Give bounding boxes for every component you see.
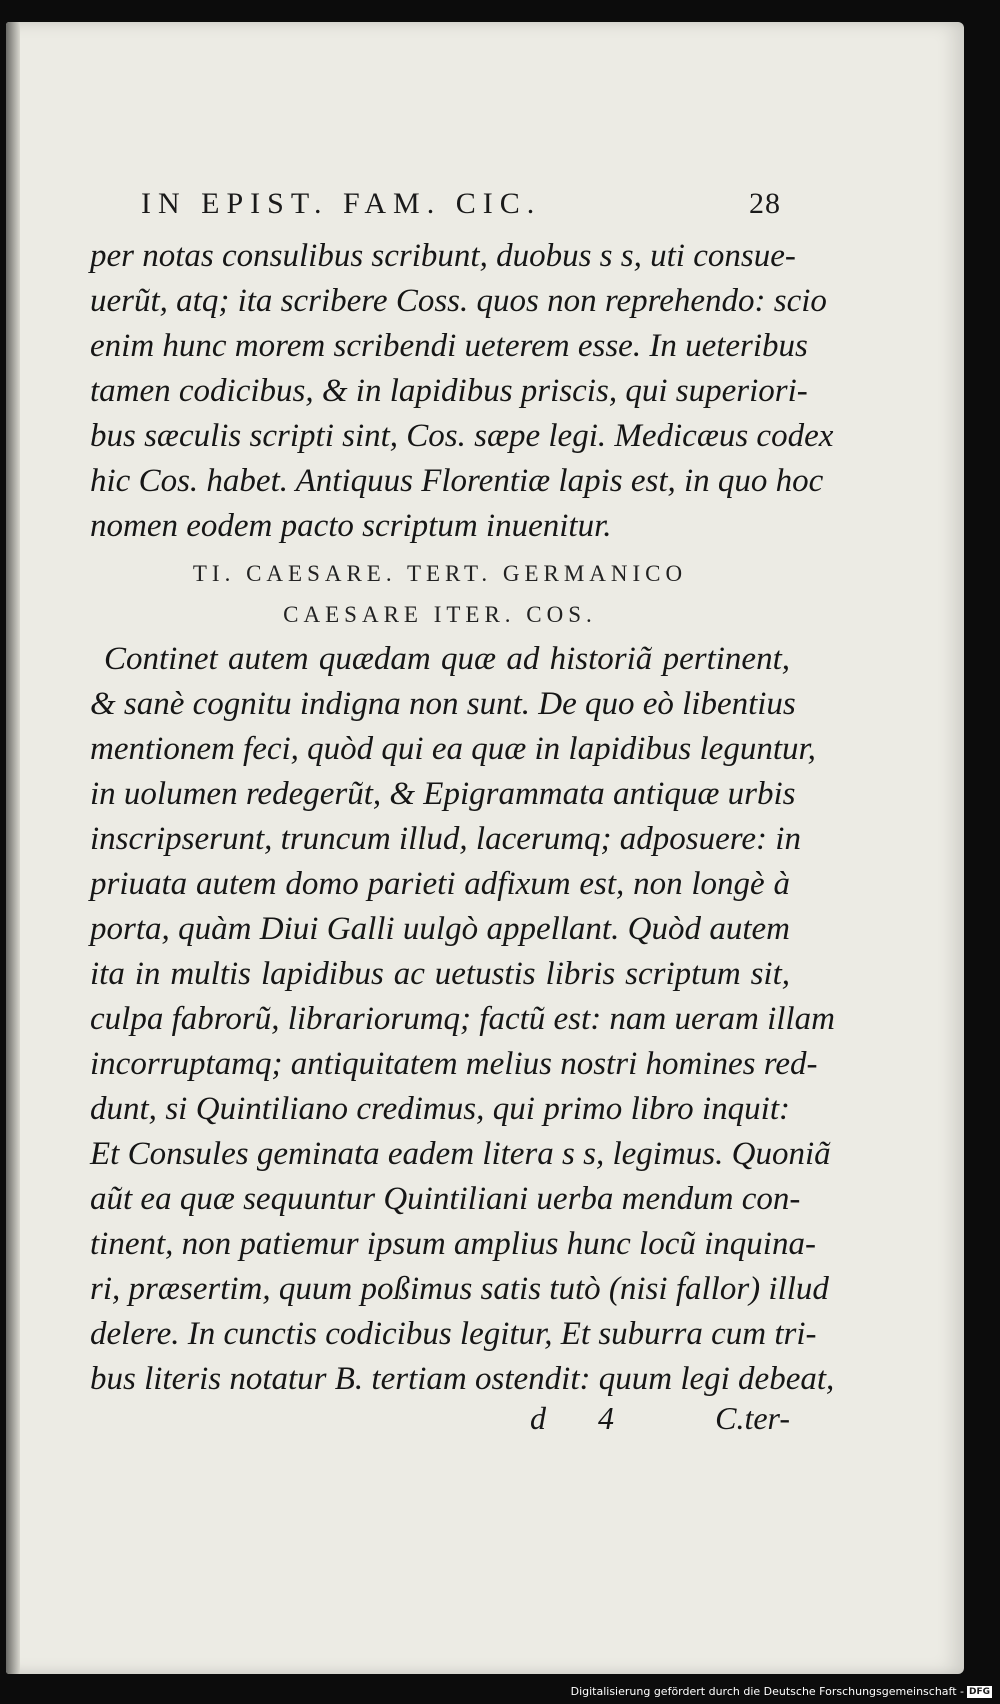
- text-line: ri, præsertim, quum poßimus satis tutò (nisi fallor) illud: [90, 1271, 829, 1307]
- text-line: Et Consules geminata eadem litera s s, legimus. Quoniã: [90, 1136, 831, 1172]
- digitization-credit: [571, 1684, 992, 1700]
- book-page: [6, 22, 964, 1674]
- text-line: incorruptamq; antiquitatem melius nostri homines red-: [90, 1046, 818, 1082]
- text-line: porta, quàm Diui Galli uulgò appellant. Quòd autem: [90, 911, 790, 947]
- paragraph-2: [90, 637, 835, 1402]
- paragraph-1: [90, 234, 834, 549]
- text-line: bus literis notatur B. tertiam ostendit: quum legi debeat,: [90, 1361, 835, 1397]
- dfg-logo: DFG: [968, 1687, 990, 1697]
- page-footer: [90, 1400, 790, 1444]
- text-line: culpa fabrorũ, librariorumq; factũ est: nam ueram illam: [90, 1001, 835, 1037]
- text-line: dunt, si Quintiliano credimus, qui primo libro inquit:: [90, 1091, 790, 1127]
- text-line: aũt ea quæ sequuntur Quintiliani uerba mendum con-: [90, 1181, 801, 1217]
- running-head: [141, 187, 781, 227]
- section-heading-line-1: TI. CAESARE. TERT. GERMANICO: [192, 561, 688, 586]
- text-line: delere. In cunctis codicibus legitur, Et suburra cum tri-: [90, 1316, 817, 1352]
- page-gutter-shadow: [6, 22, 20, 1674]
- text-line: in uolumen redegerũt, & Epigrammata antiquæ urbis: [90, 776, 796, 812]
- credit-text: Digitalisierung gefördert durch die Deutsche Forschungsgemeinschaft -: [570, 1685, 964, 1698]
- text-line: tinent, non patiemur ipsum amplius hunc locũ inquina-: [90, 1226, 816, 1262]
- catchword: C.ter-: [715, 1400, 790, 1436]
- text-line: hic Cos. habet. Antiquus Florentiæ lapis est, in quo hoc: [90, 463, 824, 499]
- text-line: ita in multis lapidibus ac uetustis libris scriptum sit,: [90, 956, 790, 992]
- body-text: [90, 234, 835, 1402]
- text-line: uerũt, atq; ita scribere Coss. quos non reprehendo: scio: [90, 283, 827, 319]
- text-line: mentionem feci, quòd qui ea quæ in lapidibus leguntur,: [90, 731, 816, 767]
- text-line: bus sæculis scripti sint, Cos. sæpe legi. Medicæus codex: [90, 418, 834, 454]
- text-line: tamen codicibus, & in lapidibus priscis, qui superiori-: [90, 373, 808, 409]
- text-line: inscripserunt, truncum illud, lacerumq; adposuere: in: [90, 821, 801, 857]
- section-heading-line-2: CAESARE ITER. COS.: [283, 602, 597, 627]
- text-line: enim hunc morem scribendi ueterem esse. In ueteribus: [90, 328, 808, 364]
- text-line: priuata autem domo parieti adfixum est, non longè à: [90, 866, 790, 902]
- text-line: nomen eodem pacto scriptum inuenitur.: [90, 508, 612, 544]
- text-line: per notas consulibus scribunt, duobus s s, uti consue-: [90, 238, 796, 274]
- text-line: & sanè cognitu indigna non sunt. De quo eò libentius: [90, 686, 796, 722]
- running-head-title: IN EPIST. FAM. CIC.: [141, 187, 542, 220]
- signature-mark: d 4: [530, 1400, 636, 1436]
- page-number: 28: [749, 187, 781, 220]
- text-line: Continet autem quædam quæ ad historiã pertinent,: [104, 641, 790, 677]
